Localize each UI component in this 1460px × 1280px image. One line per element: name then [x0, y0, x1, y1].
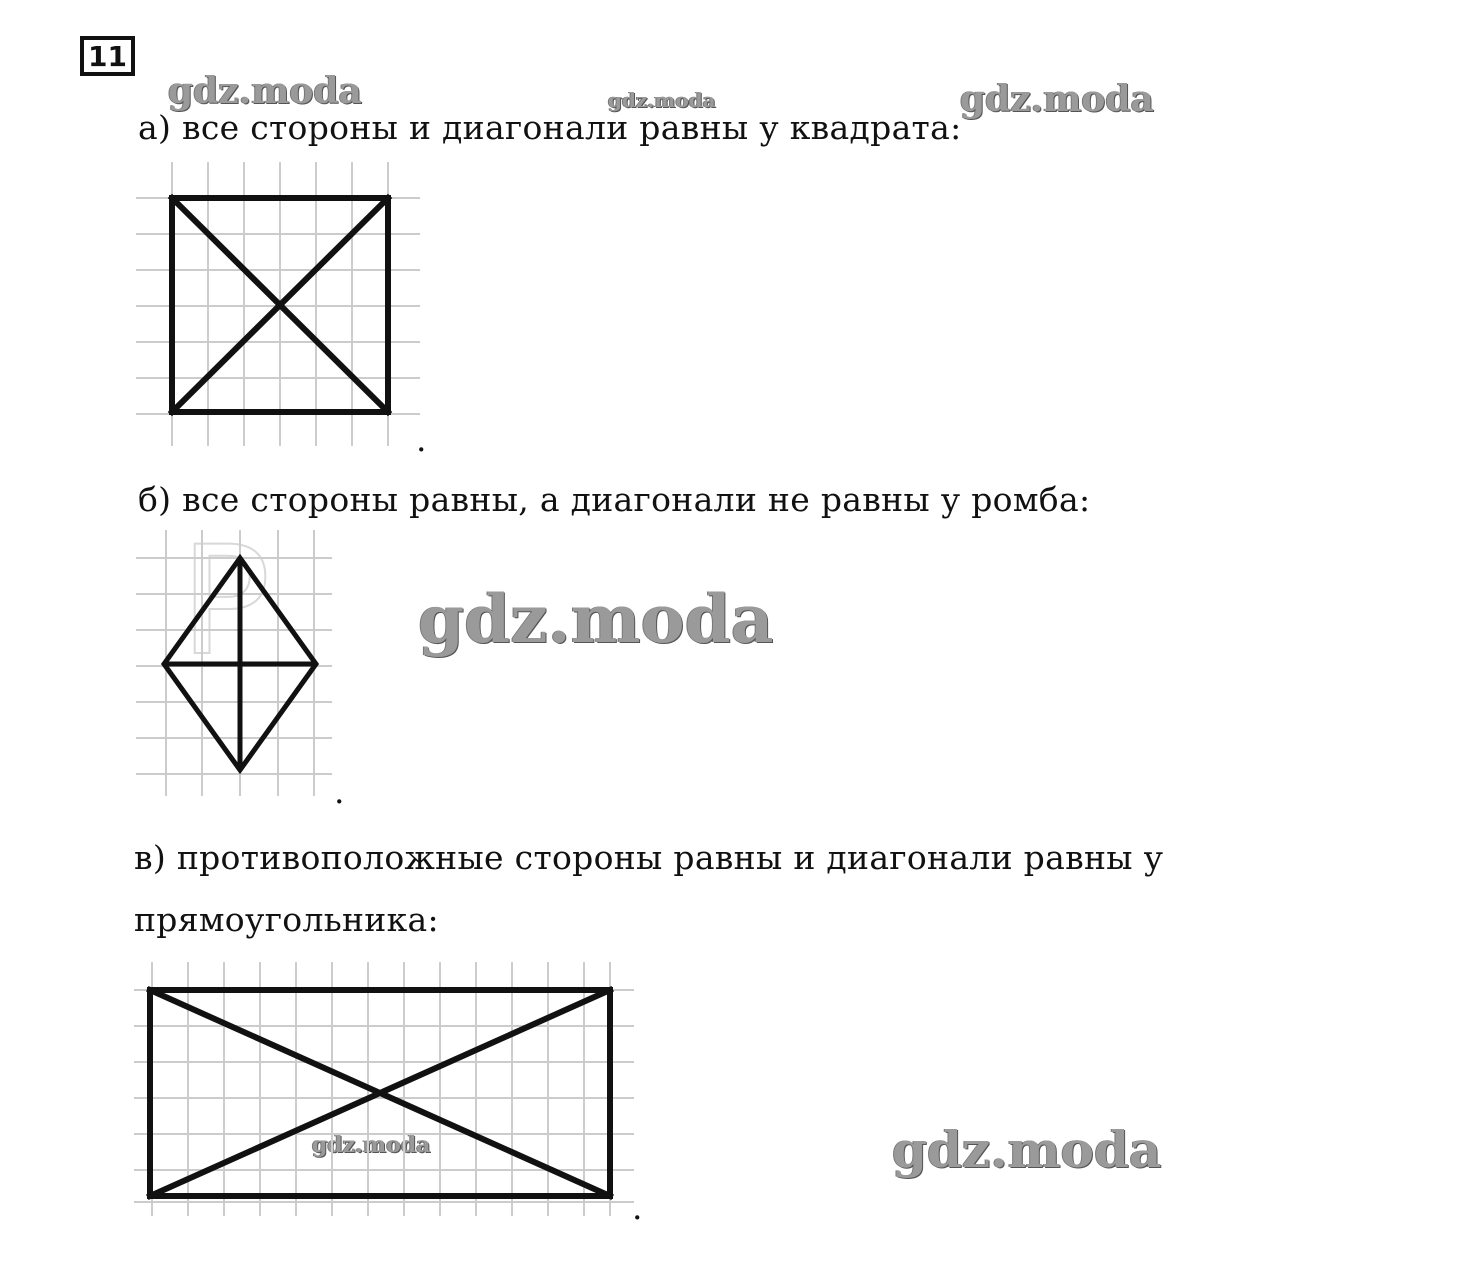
watermark: gdz.moda — [418, 580, 774, 658]
item-c-text-cont: прямоугольника: — [134, 900, 439, 939]
watermark: gdz.moda — [608, 88, 716, 112]
rectangle-shape — [150, 990, 610, 1196]
watermark: gdz.moda — [892, 1120, 1162, 1179]
square-figure — [136, 162, 426, 452]
watermark: gdz.moda — [960, 78, 1154, 120]
watermark: gdz.moda — [168, 70, 362, 112]
item-b-text: б) все стороны равны, а диагонали не равны у ромба: — [138, 480, 1091, 519]
watermark: gdz.moda — [312, 1132, 431, 1158]
watermark-letter: P — [180, 515, 271, 689]
task-number-box — [80, 36, 135, 76]
end-mark: . — [632, 1188, 643, 1227]
end-mark: . — [416, 420, 427, 459]
rhombus-figure — [136, 530, 336, 800]
end-mark: . — [334, 772, 345, 811]
item-a-text: а) все стороны и диагонали равны у квадрата: — [138, 108, 962, 147]
task-number: 11 — [88, 39, 127, 73]
item-c-text: в) противоположные стороны равны и диагонали равны у — [134, 838, 1164, 877]
rectangle-figure — [134, 962, 644, 1222]
